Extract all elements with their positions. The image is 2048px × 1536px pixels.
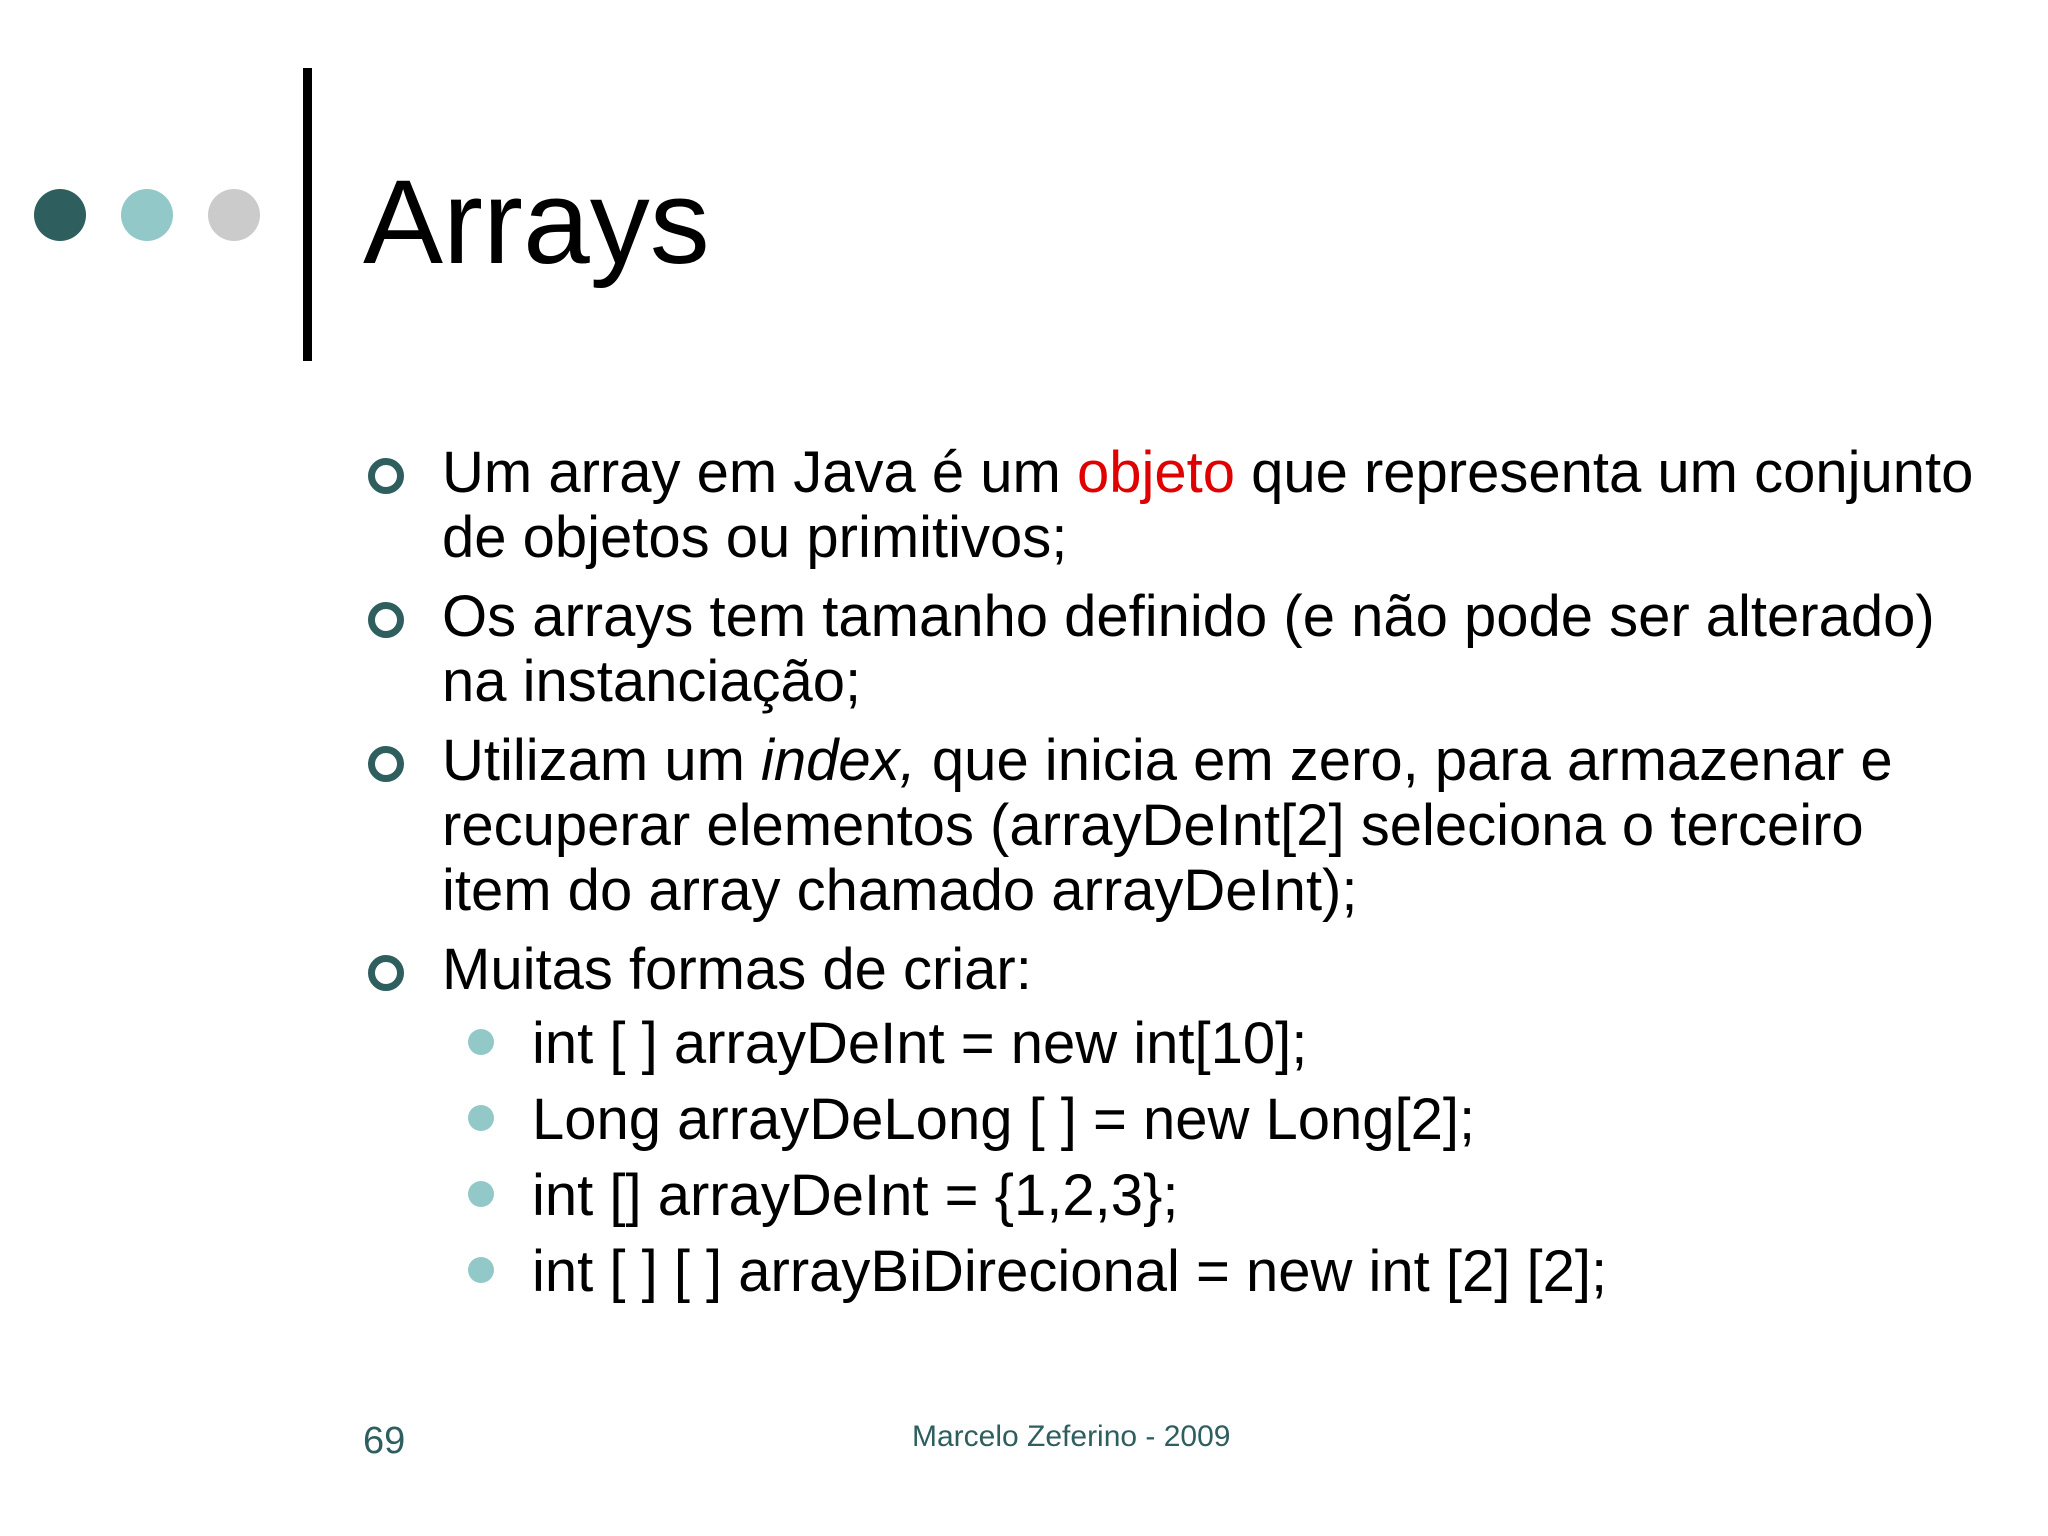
dot-bullet-icon — [468, 1181, 494, 1207]
code-text: int [ ] [ ] arrayBiDirecional = new int [2] [2]; — [532, 1239, 1608, 1304]
sub-bullet-item — [368, 1006, 1988, 1082]
sub-bullet-item — [368, 1082, 1988, 1158]
sub-bullet-item — [368, 1234, 1988, 1310]
bullet-text: que inicia em zero, para armazenar e recuperar elementos (arrayDeInt[2] seleciona o terceiro item do array chamado arrayDeInt); — [442, 728, 1893, 923]
code-text: int [] arrayDeInt = {1,2,3}; — [532, 1163, 1179, 1228]
bullet-text: Muitas formas de criar: — [442, 937, 1032, 1002]
decor-dot-dark — [34, 189, 86, 241]
highlight-word: objeto — [1076, 440, 1235, 505]
decor-dot-teal — [121, 189, 173, 241]
bullet-text: Um array em Java é um — [442, 440, 1077, 505]
bullet-item — [368, 937, 1988, 1002]
ring-bullet-icon — [368, 602, 404, 638]
page-number: 69 — [363, 1420, 406, 1462]
ring-bullet-icon — [368, 458, 404, 494]
ring-bullet-icon — [368, 955, 404, 991]
dot-bullet-icon — [468, 1257, 494, 1283]
bullet-text: Utilizam um — [442, 728, 762, 793]
slide-title: Arrays — [363, 155, 710, 289]
ring-bullet-icon — [368, 746, 404, 782]
code-text: int [ ] arrayDeInt = new int[10]; — [532, 1011, 1308, 1076]
dot-bullet-icon — [468, 1029, 494, 1055]
italic-term: index, — [761, 728, 916, 793]
title-divider — [303, 68, 312, 361]
bullet-item — [368, 584, 1988, 714]
bullet-text: Os arrays tem tamanho definido (e não pode ser alterado) na instanciação; — [442, 584, 1935, 714]
decor-dot-gray — [208, 189, 260, 241]
bullet-item — [368, 440, 1988, 570]
code-text: Long arrayDeLong [ ] = new Long[2]; — [532, 1087, 1476, 1152]
bullet-text: que representa um conjunto de objetos ou primitivos; — [442, 440, 1974, 570]
bullet-item — [368, 728, 1988, 923]
sub-bullet-item — [368, 1158, 1988, 1234]
footer-author: Marcelo Zeferino - 2009 — [912, 1420, 1231, 1453]
dot-bullet-icon — [468, 1105, 494, 1131]
bullet-list — [368, 440, 1988, 1310]
